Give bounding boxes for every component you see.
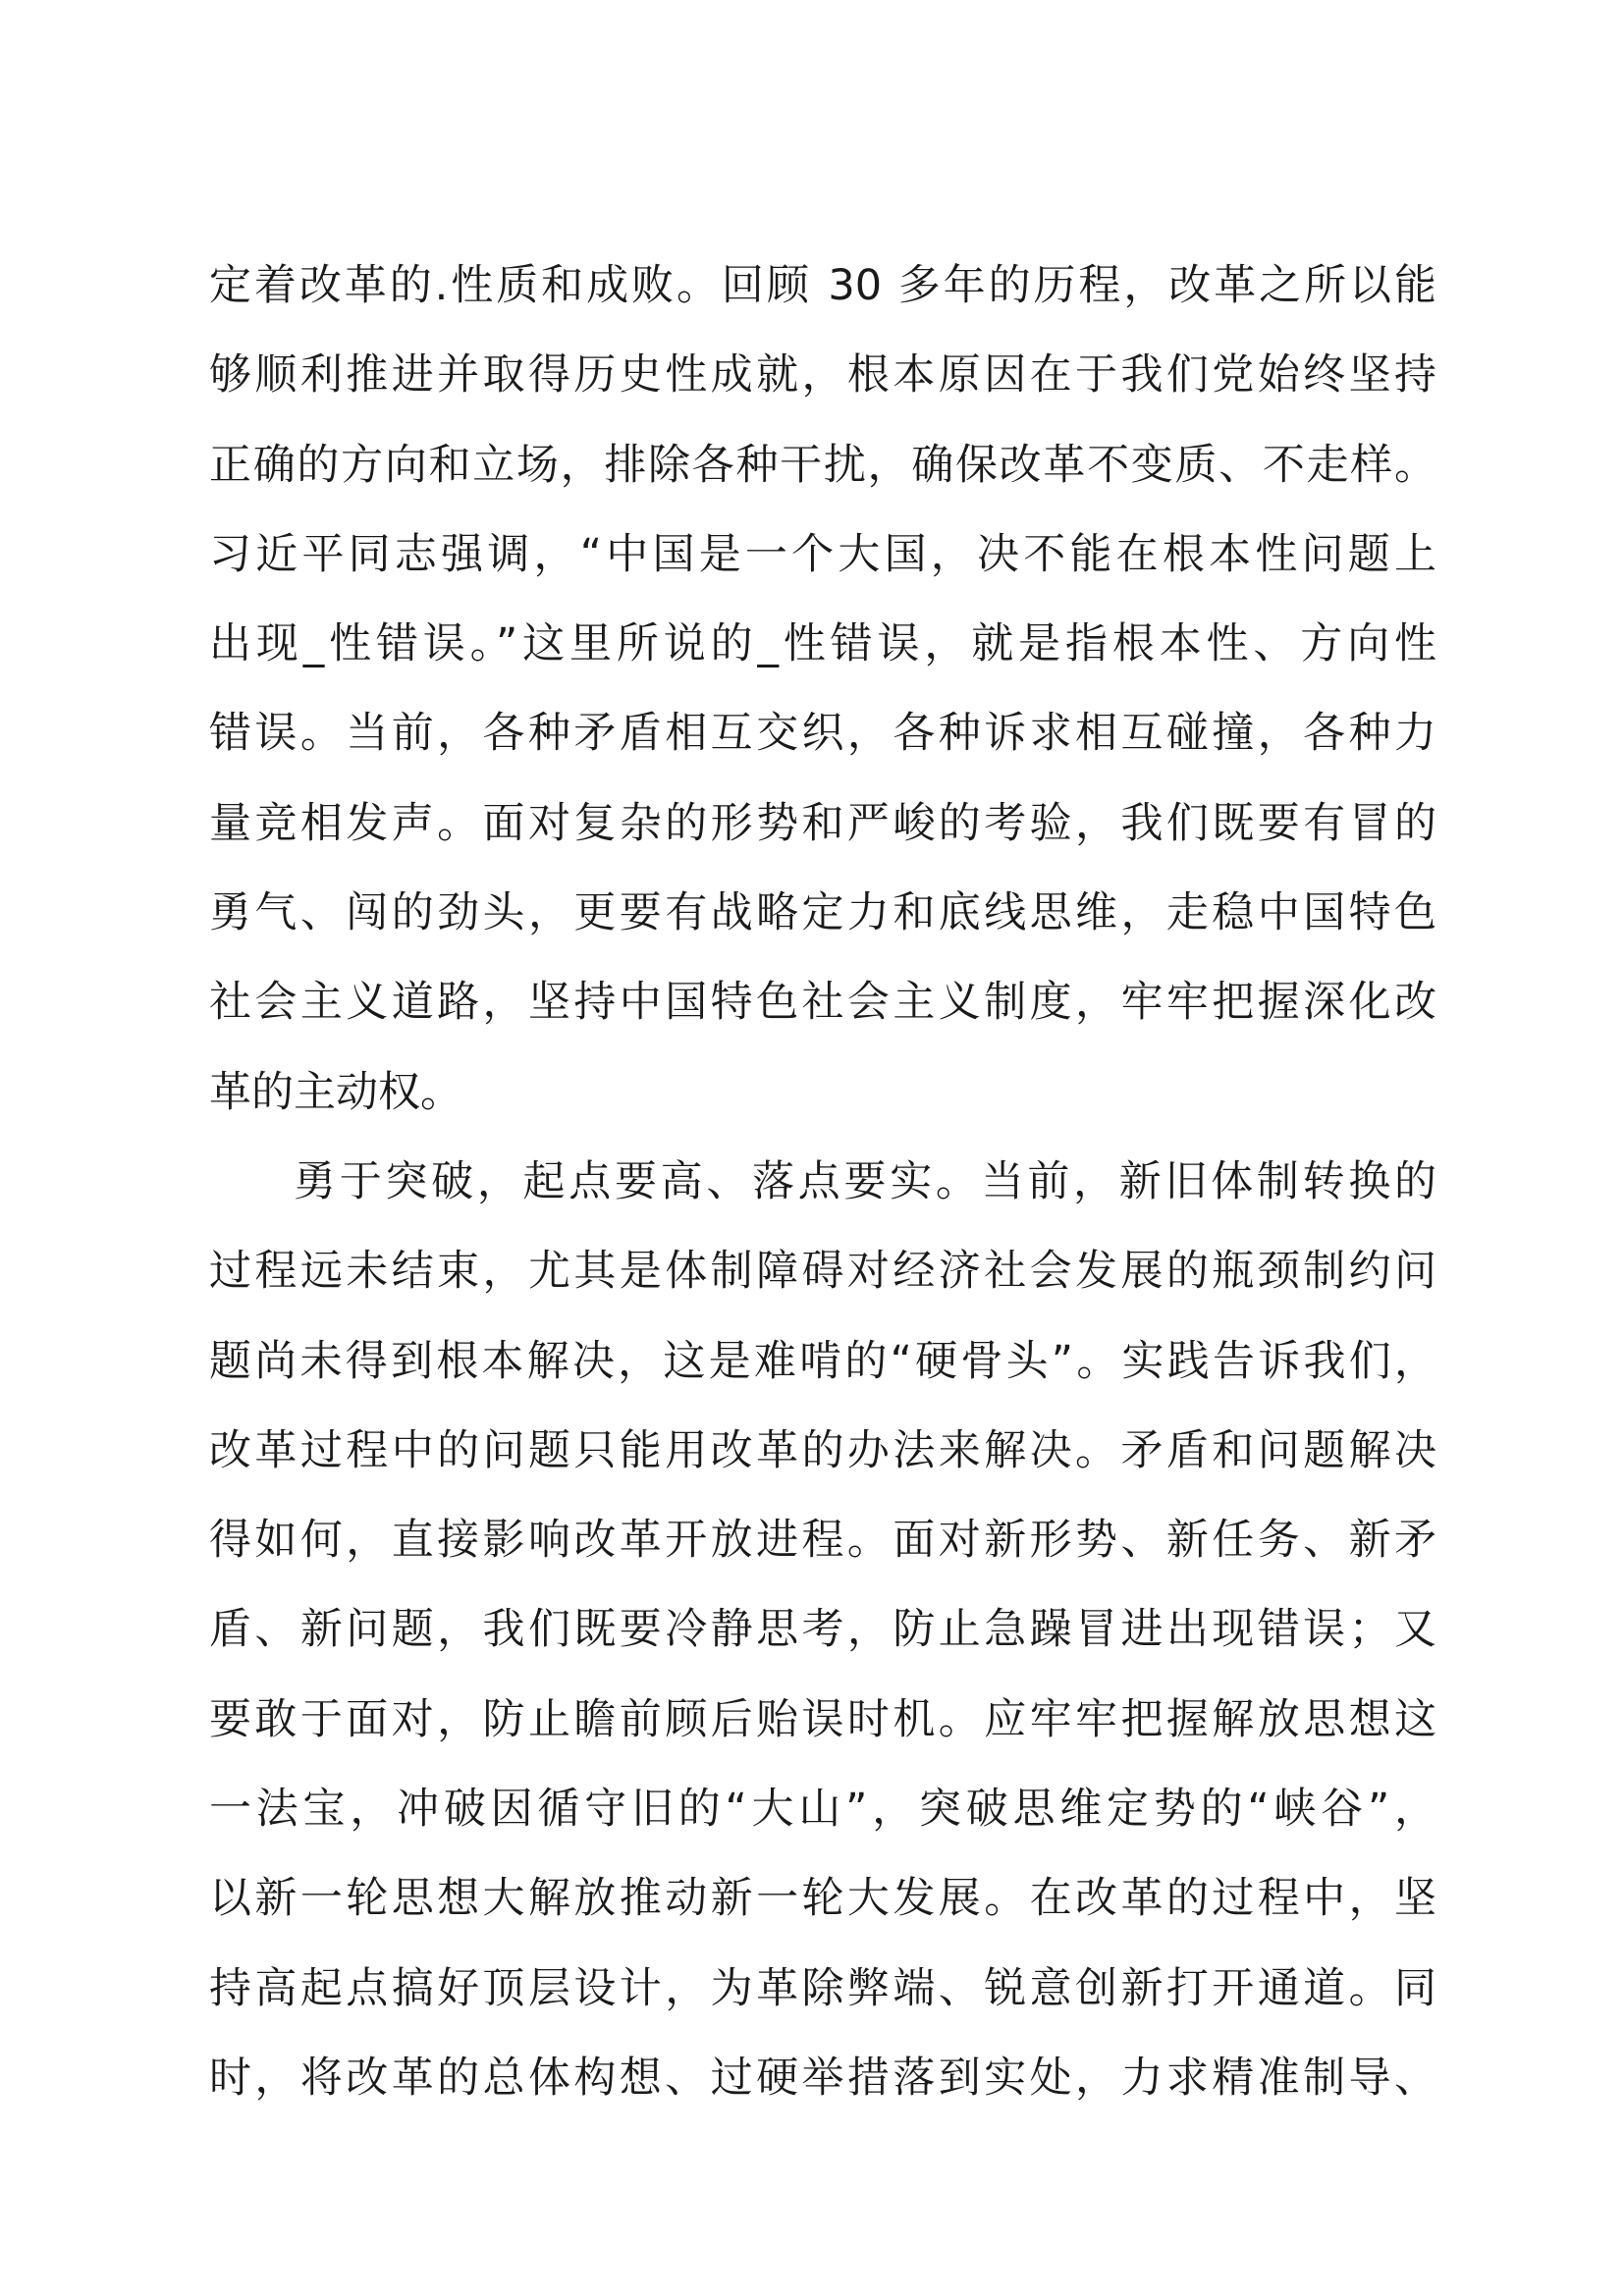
text-line: 量竞相发声。面对复杂的形势和严峻的考验，我们既要有冒的: [209, 798, 1436, 848]
text-line: 过程远未结束，尤其是体制障碍对经济社会发展的瓶颈制约问: [209, 1247, 1436, 1297]
text-line: 改革过程中的问题只能用改革的办法来解决。矛盾和问题解决: [209, 1425, 1436, 1475]
paragraph-start-line: 勇于突破，起点要高、落点要实。当前，新旧体制转换的: [294, 1156, 1436, 1206]
text-line: 一法宝，冲破因循守旧的“大山”，突破思维定势的“峡谷”，: [209, 1785, 1436, 1835]
text-line: 出现_性错误。”这里所说的_性错误，就是指根本性、方向性: [209, 619, 1436, 669]
text-line: 社会主义道路，坚持中国特色社会主义制度，牢牢把握深化改: [209, 978, 1436, 1028]
text-line: 够顺利推进并取得历史性成就，根本原因在于我们党始终坚持: [209, 350, 1436, 400]
text-line: 得如何，直接影响改革开放进程。面对新形势、新任务、新矛: [209, 1516, 1436, 1566]
text-line: 习近平同志强调，“中国是一个大国，决不能在根本性问题上: [209, 529, 1436, 579]
text-line: 正确的方向和立场，排除各种干扰，确保改革不变质、不走样。: [209, 440, 1436, 490]
text-line: 以新一轮思想大解放推动新一轮大发展。在改革的过程中，坚: [209, 1874, 1436, 1924]
text-line: 时，将改革的总体构想、过硬举措落到实处，力求精准制导、: [209, 2053, 1436, 2103]
body-text: [209, 241, 1436, 2123]
text-line: 持高起点搞好顶层设计，为革除弊端、锐意创新打开通道。同: [209, 1963, 1436, 2013]
text-line: 错误。当前，各种矛盾相互交织，各种诉求相互碰撞，各种力: [209, 709, 1436, 759]
text-line: 勇气、闯的劲头，更要有战略定力和底线思维，走稳中国特色: [209, 888, 1436, 938]
text-line: 定着改革的.性质和成败。回顾 30 多年的历程，改革之所以能: [209, 261, 1436, 310]
text-line: 题尚未得到根本解决，这是难啃的“硬骨头”。实践告诉我们，: [209, 1336, 1436, 1386]
text-line: 要敢于面对，防止瞻前顾后贻误时机。应牢牢把握解放思想这: [209, 1694, 1436, 1744]
paragraph-end-line: 革的主动权。: [209, 1067, 462, 1117]
text-line: 盾、新问题，我们既要冷静思考，防止急躁冒进出现错误；又: [209, 1605, 1436, 1655]
